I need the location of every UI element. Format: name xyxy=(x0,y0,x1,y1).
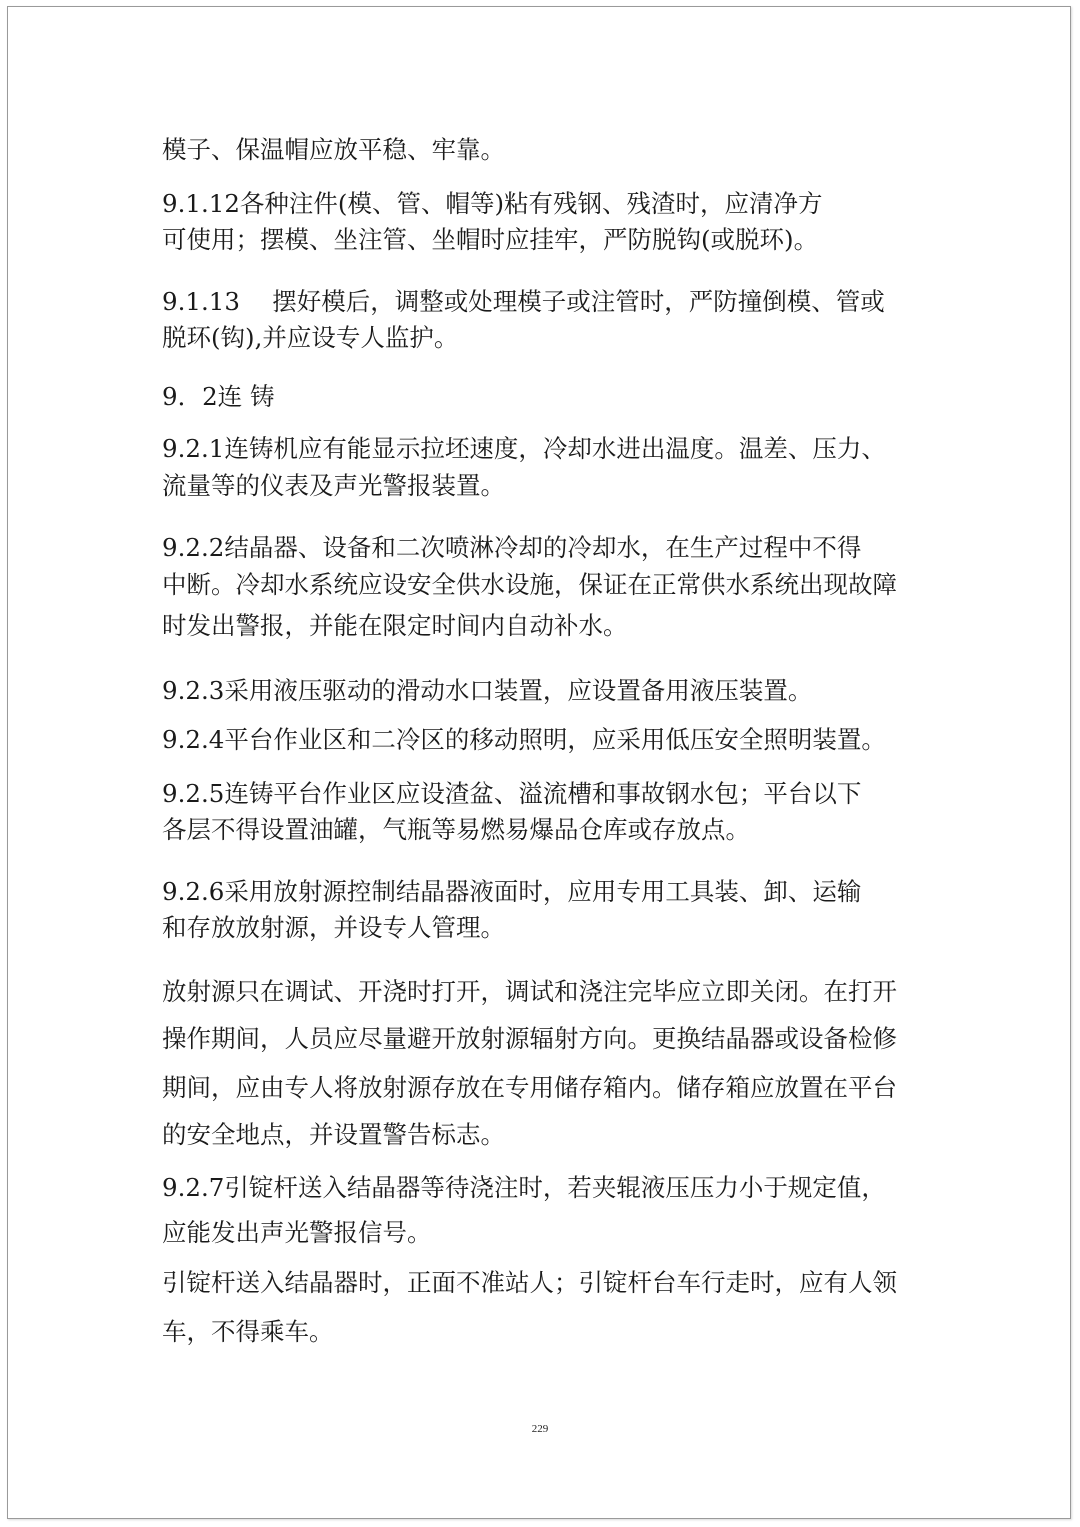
text-line: 时发出警报，并能在限定时间内自动补水。 xyxy=(162,611,628,640)
text-line: 9.2.2结晶器、设备和二次喷淋冷却的冷却水，在生产过程中不得 xyxy=(162,533,862,562)
text-line: 9.2.1连铸机应有能显示拉坯速度，冷却水进出温度。温差、压力、 xyxy=(162,434,886,463)
text-line: 9.1.12各种注件(模、管、帽等)粘有残钢、残渣时，应清净方 xyxy=(162,189,823,218)
text-line: 9.1.13 摆好模后，调整或处理模子或注管时，严防撞倒模、管或 xyxy=(162,287,885,316)
text-line: 9.2.7引锭杆送入结晶器等待浇注时，若夹辊液压压力小于规定值， xyxy=(162,1173,886,1202)
page-number: 229 xyxy=(531,1423,549,1435)
text-line: 9.2.5连铸平台作业区应设渣盆、溢流槽和事故钢水包；平台以下 xyxy=(162,779,862,808)
section-heading: 9．2连 铸 xyxy=(162,382,275,411)
text-line: 的安全地点，并设置警告标志。 xyxy=(162,1120,505,1149)
text-line: 中断。冷却水系统应设安全供水设施，保证在正常供水系统出现故障 xyxy=(162,570,897,599)
text-line: 车，不得乘车。 xyxy=(162,1317,334,1346)
text-line: 可使用；摆模、坐注管、坐帽时应挂牢，严防脱钩(或脱环)。 xyxy=(162,225,819,254)
text-line: 应能发出声光警报信号。 xyxy=(162,1218,432,1247)
text-line: 9.2.3采用液压驱动的滑动水口装置，应设置备用液压装置。 xyxy=(162,676,813,705)
text-line: 流量等的仪表及声光警报装置。 xyxy=(162,471,505,500)
text-line: 模子、保温帽应放平稳、牢靠。 xyxy=(162,135,505,164)
text-line: 期间，应由专人将放射源存放在专用储存箱内。储存箱应放置在平台 xyxy=(162,1073,897,1102)
text-line: 操作期间，人员应尽量避开放射源辐射方向。更换结晶器或设备检修 xyxy=(162,1024,897,1053)
text-line: 引锭杆送入结晶器时，正面不准站人；引锭杆台车行走时，应有人领 xyxy=(162,1268,897,1297)
text-line: 9.2.4平台作业区和二冷区的移动照明，应采用低压安全照明装置。 xyxy=(162,725,886,754)
text-line: 脱环(钩),并应设专人监护。 xyxy=(162,323,459,352)
text-line: 和存放放射源，并设专人管理。 xyxy=(162,913,505,942)
text-line: 放射源只在调试、开浇时打开，调试和浇注完毕应立即关闭。在打开 xyxy=(162,977,897,1006)
text-line: 9.2.6采用放射源控制结晶器液面时，应用专用工具装、卸、运输 xyxy=(162,877,862,906)
text-line: 各层不得设置油罐，气瓶等易燃易爆品仓库或存放点。 xyxy=(162,815,750,844)
